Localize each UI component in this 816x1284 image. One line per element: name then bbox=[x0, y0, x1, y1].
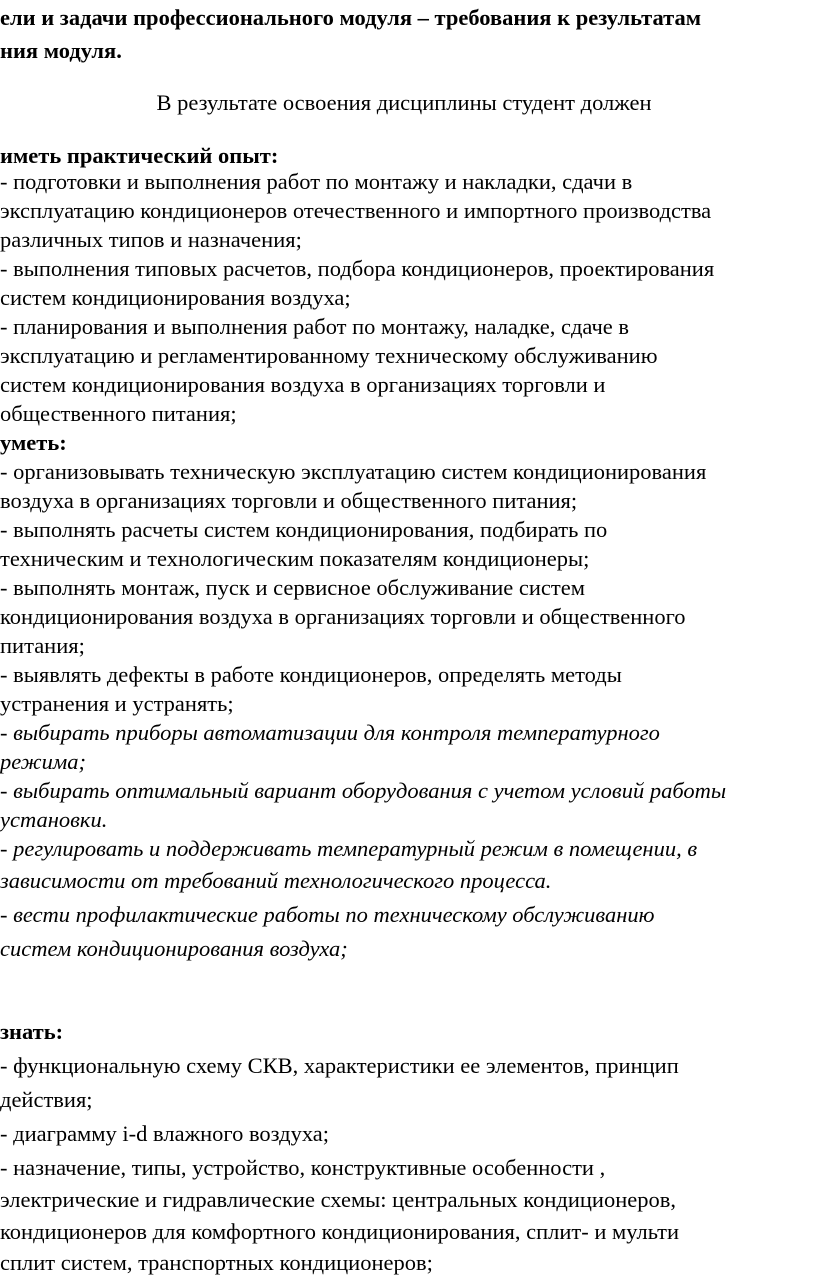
knowledge-line: сплит систем, транспортных кондиционеров; bbox=[0, 1250, 433, 1275]
heading-line-1: ели и задачи профессионального модуля – требования к результатам bbox=[0, 5, 702, 30]
heading-line-2: ния модуля. bbox=[0, 38, 122, 63]
skills-line: питания; bbox=[0, 633, 85, 658]
skills-italic-line: - регулировать и поддерживать температурный режим в помещении, в bbox=[0, 836, 698, 861]
practical-experience-line: - подготовки и выполнения работ по монтажу и накладки, сдачи в bbox=[0, 169, 633, 194]
knowledge-line: - функциональную схему СКВ, характеристики ее элементов, принцип bbox=[0, 1053, 679, 1078]
practical-experience-line: различных типов и назначения; bbox=[0, 227, 302, 252]
knowledge-line: - назначение, типы, устройство, конструктивные особенности , bbox=[0, 1155, 606, 1180]
practical-experience-label: иметь практический опыт: bbox=[0, 143, 279, 168]
knowledge-label: знать: bbox=[0, 1019, 64, 1044]
knowledge-line: кондиционеров для комфортного кондиционирования, сплит- и мульти bbox=[0, 1219, 680, 1244]
practical-experience-line: систем кондиционирования воздуха в организациях торговли и bbox=[0, 372, 606, 397]
knowledge-line: действия; bbox=[0, 1087, 93, 1112]
practical-experience-line: эксплуатацию кондиционеров отечественного и импортного производства bbox=[0, 198, 712, 223]
skills-line: - выполнять расчеты систем кондиционирования, подбирать по bbox=[0, 517, 608, 542]
skills-line: техническим и технологическим показателям кондиционеры; bbox=[0, 546, 590, 571]
skills-italic-line: - вести профилактические работы по техническому обслуживанию bbox=[0, 902, 655, 927]
skills-line: - выполнять монтаж, пуск и сервисное обслуживание систем bbox=[0, 575, 585, 600]
knowledge-line: электрические и гидравлические схемы: центральных кондиционеров, bbox=[0, 1187, 676, 1212]
practical-experience-line: - выполнения типовых расчетов, подбора кондиционеров, проектирования bbox=[0, 256, 715, 281]
skills-line: устранения и устранять; bbox=[0, 691, 234, 716]
skills-line: - организовывать техническую эксплуатацию систем кондиционирования bbox=[0, 459, 707, 484]
skills-label: уметь: bbox=[0, 430, 67, 455]
knowledge-line: - диаграмму i-d влажного воздуха; bbox=[0, 1121, 330, 1146]
practical-experience-line: эксплуатацию и регламентированному техническому обслуживанию bbox=[0, 343, 658, 368]
intro-text: В результате освоения дисциплины студент должен bbox=[156, 90, 652, 115]
practical-experience-line: общественного питания; bbox=[0, 401, 237, 426]
skills-line: - выявлять дефекты в работе кондиционеров, определять методы bbox=[0, 662, 622, 687]
skills-italic-line: - выбирать приборы автоматизации для контроля температурного bbox=[0, 720, 660, 745]
skills-line: кондиционирования воздуха в организациях торговли и общественного bbox=[0, 604, 686, 629]
practical-experience-line: систем кондиционирования воздуха; bbox=[0, 285, 351, 310]
skills-italic-line: зависимости от требований технологического процесса. bbox=[0, 868, 552, 893]
skills-line: воздуха в организациях торговли и общественного питания; bbox=[0, 488, 578, 513]
practical-experience-line: - планирования и выполнения работ по монтажу, наладке, сдаче в bbox=[0, 314, 630, 339]
skills-italic-line: - выбирать оптимальный вариант оборудования с учетом условий работы bbox=[0, 778, 727, 803]
skills-italic-line: систем кондиционирования воздуха; bbox=[0, 936, 348, 961]
skills-italic-line: установки. bbox=[0, 807, 108, 832]
skills-italic-line: режима; bbox=[0, 749, 86, 774]
